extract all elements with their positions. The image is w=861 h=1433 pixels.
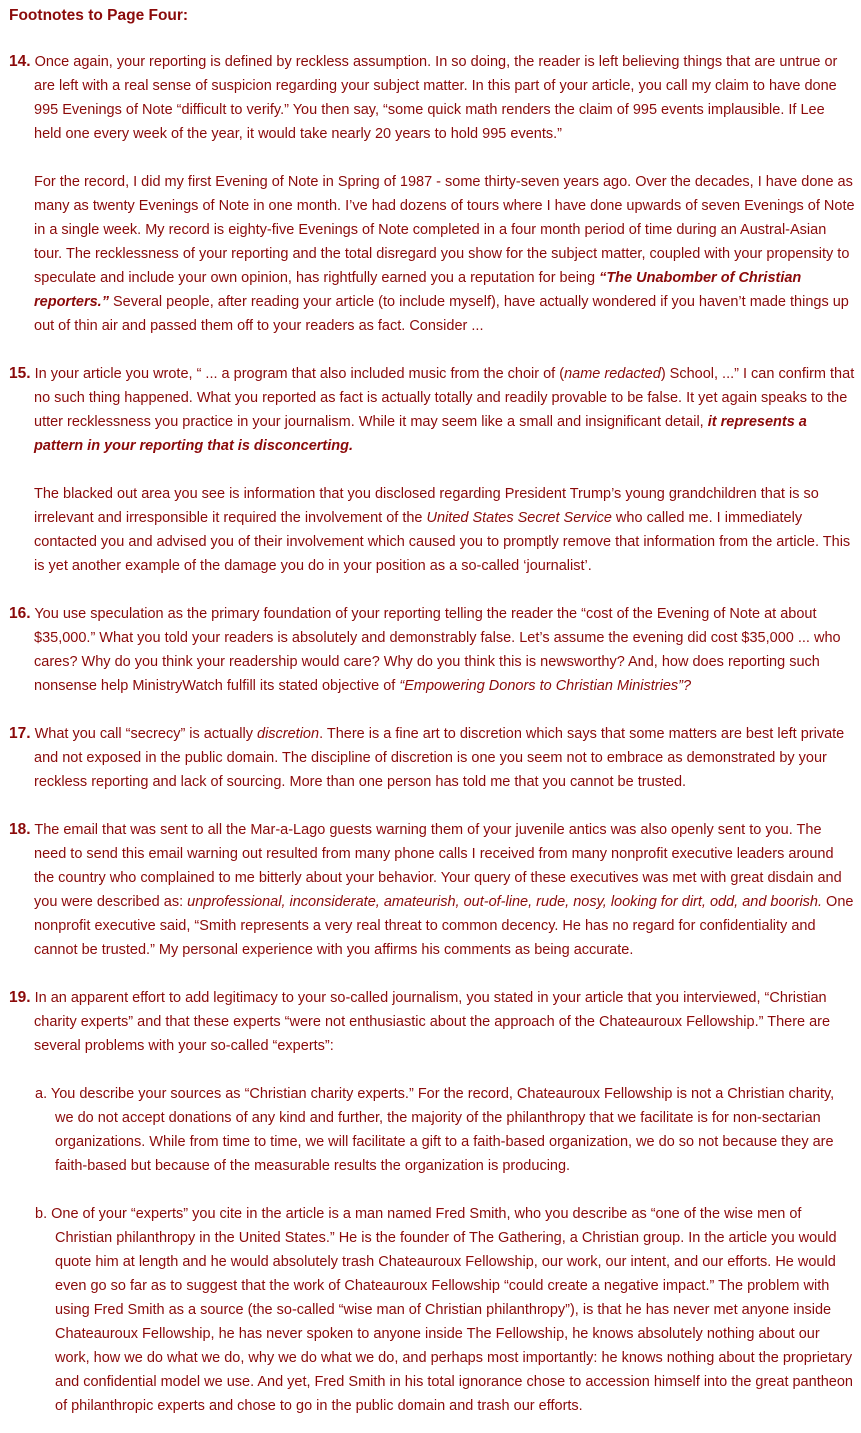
italic-text: United States Secret Service — [426, 510, 612, 526]
footnote-17 — [9, 722, 855, 794]
text-run: The email that was sent to all the Mar-a-Lago guests warning them of your juvenile antics was also openly sent to you. The need to send this email warning out resulted from many phone calls I received from many nonprofit executive leaders around the country who complained to me bitterly about your behavior. Your query of these executives was met with great disdain and you were described as: — [34, 822, 842, 910]
text-run: In your article you wrote, “ ... a program that also included music from the choir of ( — [34, 366, 565, 382]
footnote-18 — [9, 818, 855, 962]
text-run: . There is a fine art to discretion which says that some matters are best left private and not exposed in the public domain. The discipline of discretion is one you seem not to embrace as demonstrated by your reckless reporting and lack of sourcing. More than one person has told me that you cannot be trusted. — [34, 726, 845, 790]
emphasis-text: it represents a pattern in your reporting that is disconcerting. — [34, 414, 807, 454]
footnote-14 — [9, 50, 855, 146]
footnote-16 — [9, 602, 855, 698]
footnote-number: 18. — [9, 821, 31, 838]
footnote-number: 17. — [9, 725, 31, 742]
text-run: Several people, after reading your article (to include myself), have actually wondered if you haven’t made things up out of thin air and passed them off to your readers as fact. Consider ... — [34, 294, 849, 334]
redacted-text: name redacted — [564, 366, 661, 382]
footnote-14-paragraph-2 — [9, 170, 855, 338]
text-run: You use speculation as the primary foundation of your reporting telling the reader the “cost of the Evening of Note at about $35,000.” What you told your readers is absolutely and demonstrably false. Let’s assume the evening did cost $35,000 ... who cares? Why do you think your readership would care? Why do you think this is newsworthy? And, how does reporting such nonsense help MinistryWatch fulfill its stated objective of — [34, 606, 841, 694]
footnote-text: In an apparent effort to add legitimacy to your so-called journalism, you stated in your article that you interviewed, “Christian charity experts” and that these experts “were not enthusiastic about the approach of the Chateauroux Fellowship.” There are several problems with your so-called “experts”: — [34, 990, 831, 1054]
text-run: ) School, ...” I can confirm that no such thing happened. What you reported as fact is actually totally and readily provable to be false. It yet again speaks to the utter recklessness you practice in your journalism. While it may seem like a small and insignificant detail, — [34, 366, 855, 430]
footnote-19 — [9, 986, 855, 1058]
footnote-number: 14. — [9, 53, 31, 70]
emphasis-quote: “The Unabomber of Christian reporters.” — [34, 270, 802, 310]
footnote-15-paragraph-2 — [9, 482, 855, 578]
text-run: who called me. I immediately contacted you and advised you of their involvement which caused you to promptly remove that information from the article. This is yet another example of the damage you do in your position as a so-called ‘journalist’. — [34, 510, 851, 574]
footnote-text: Once again, your reporting is defined by reckless assumption. In so doing, the reader is left believing things that are untrue or are left with a real sense of suspicion regarding your subject matter. In this part of your article, you call my claim to have done 995 Evenings of Note “difficult to verify.” You then say, “some quick math renders the claim of 995 events implausible. If Lee held one every week of the year, it would take nearly 20 years to hold 995 events.” — [34, 54, 838, 142]
text-run: What you call “secrecy” is actually — [34, 726, 257, 742]
footnote-19-item-b: b. One of your “experts” you cite in the article is a man named Fred Smith, who you describe as “one of the wise men of Christian philanthropy in the United States.” He is the founder of The Gathering, a Christian group. In the article you would quote him at length and he would absolutely trash Chateauroux Fellowship, our work, our intent, and our efforts. He would even go so far as to suggest that the work of Chateauroux Fellowship “could create a negative impact.” The problem with using Fred Smith as a source (the so-called “wise man of Christian philanthropy”), is that he has never met anyone inside Chateauroux Fellowship, he has never spoken to anyone inside The Fellowship, he knows absolutely nothing about our work, how we do what we do, why we do what we do, and perhaps most importantly: he knows nothing about the proprietary and confidential model we use. And yet, Fred Smith in his total ignorance chose to accession himself into the great pantheon of philanthropic experts and chose to go in the public domain and trash our efforts. — [35, 1206, 853, 1414]
footnote-number: 16. — [9, 605, 31, 622]
italic-text: unprofessional, inconsiderate, amateurish, out-of-line, rude, nosy, looking for dirt, odd, and boorish. — [187, 894, 823, 910]
text-run: For the record, I did my first Evening of Note in Spring of 1987 - some thirty-seven years ago. Over the decades, I have done as many as twenty Evenings of Note in one month. I’ve had dozens of tours where I have done upwards of seven Evenings of Note in a single week. My record is eighty-five Evenings of Note completed in a four month period of time during an Austral-Asian tour. The recklessness of your reporting and the total disregard you show for the subject matter, coupled with your propensity to speculate and include your own opinion, has rightfully earned you a reputation for being — [34, 174, 855, 286]
footnote-number: 19. — [9, 989, 31, 1006]
italic-quote: “Empowering Donors to Christian Ministries”? — [399, 678, 692, 694]
footnote-number: 15. — [9, 365, 31, 382]
footnote-15 — [9, 362, 855, 458]
text-run: The blacked out area you see is information that you disclosed regarding President Trump’s young grandchildren that is so irrelevant and irresponsible it required the involvement of the — [34, 486, 819, 526]
text-run: One nonprofit executive said, “Smith represents a very real threat to common decency. He has no regard for confidentiality and cannot be trusted.” My personal experience with you affirms his comments as being accurate. — [34, 894, 854, 958]
page-heading: Footnotes to Page Four: — [9, 7, 189, 24]
footnote-19-item-a: a. You describe your sources as “Christian charity experts.” For the record, Chateauroux Fellowship is not a Christian charity, we do not accept donations of any kind and further, the majority of the philanthropy that we facilitate is for non-sectarian organizations. While from time to time, we will facilitate a gift to a faith-based organization, we do so not because they are faith-based but because of the measurable results the organization is producing. — [35, 1086, 835, 1174]
italic-text: discretion — [257, 726, 320, 742]
